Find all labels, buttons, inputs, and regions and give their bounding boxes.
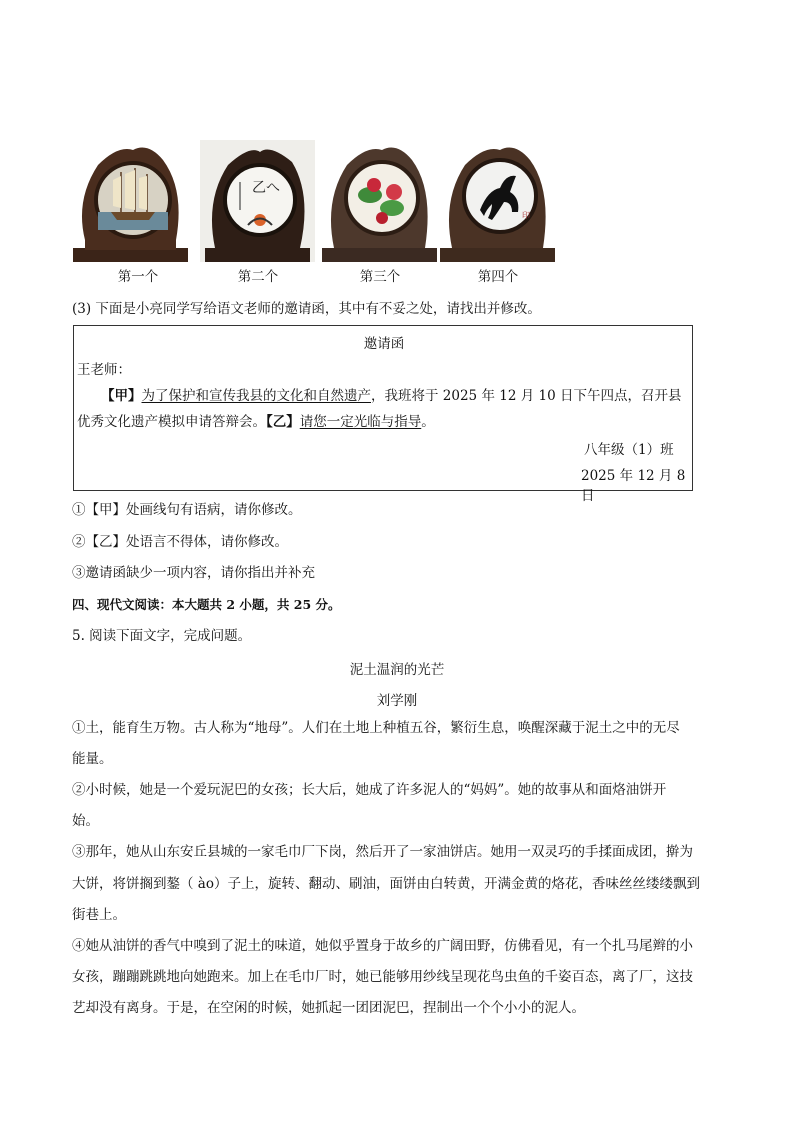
letter-salutation: 王老师：	[77, 362, 131, 378]
paragraph-3-line-1: ③那年，她从山东安丘县城的一家毛巾厂下岗，然后开了一家油饼店。她用一双灵巧的手揉面成团，擀为	[72, 844, 693, 860]
letter-date: 2025 年 12 月 8 日	[581, 468, 686, 504]
sub-question-3: ③邀请函缺少一项内容，请你指出并补充	[72, 565, 315, 581]
paragraph-1-line-2: 能量。	[72, 751, 113, 767]
marker-yi: 【乙】	[266, 414, 300, 430]
picture-caption-3: 第三个	[359, 269, 401, 285]
underlined-sentence-jia: 为了保护和宣传我县的文化和自然遗产	[141, 388, 371, 404]
svg-text:乙へ: 乙へ	[252, 180, 280, 196]
picture-caption-4: 第四个	[477, 269, 519, 285]
underlined-sentence-yi: 请您一定光临与指导	[299, 414, 422, 430]
svg-text:印: 印	[522, 211, 530, 220]
sub-question-1: ①【甲】处画线句有语病，请你修改。	[72, 502, 302, 518]
paragraph-4-line-2: 女孩，蹦蹦跳跳地向她跑来。加上在毛巾厂时，她已能够用纱线呈现花鸟虫鱼的千姿百态，离了厂，这技	[72, 969, 693, 985]
letter-body-line2-start: 优秀文化遗产模拟申请答辩会。	[77, 414, 266, 430]
letter-body-line-2	[77, 410, 435, 430]
picture-caption-1: 第一个	[117, 269, 159, 285]
paragraph-4-line-3: 艺却没有离身。于是，在空闲的时候，她抓起一团团泥巴，捏制出一个个小小的泥人。	[72, 1000, 585, 1016]
ship-painting-icon	[73, 140, 188, 262]
flower-painting-icon	[322, 140, 437, 262]
paragraph-4-line-1: ④她从油饼的香气中嗅到了泥土的味道，她似乎置身于故乡的广阔田野，仿佛看见，有一个扎马尾辫的小	[72, 938, 693, 954]
horse-painting-icon	[440, 140, 555, 262]
paragraph-3-line-2: 大饼，将饼搁到鏊（ ào）子上，旋转、翻动、刷油，面饼由白转黄，开满金黄的烙花，香味丝丝缕缕飘到	[72, 876, 700, 892]
section-4-heading: 四、现代文阅读：本大题共 2 小题，共 25 分。	[72, 597, 341, 612]
paragraph-1-line-1: ①土，能育生万物。古人称为“地母”。人们在土地上种植五谷，繁衍生息，唤醒深藏于泥土之中的无尽	[72, 720, 680, 736]
marker-jia: 【甲】	[101, 388, 142, 404]
question-5-prompt: 5. 阅读下面文字，完成问题。	[72, 628, 252, 644]
article-author: 刘学刚	[376, 693, 418, 709]
letter-signature: 八年级（1）班	[584, 442, 674, 458]
letter-body-rest: ，我班将于 2025 年 12 月 10 日下午四点，召开县	[371, 388, 682, 404]
calligraphy-painting-icon	[200, 140, 315, 262]
picture-caption-2: 第二个	[237, 269, 279, 285]
sub-question-2: ②【乙】处语言不得体，请你修改。	[72, 534, 288, 550]
letter-body-line-1	[101, 384, 681, 404]
letter-body-end: 。	[421, 414, 435, 430]
paragraph-2-line-2: 始。	[72, 813, 99, 829]
letter-title: 邀请函	[363, 336, 405, 352]
invitation-letter	[73, 325, 693, 504]
question-3-intro: (3) 下面是小亮同学写给语文老师的邀请函，其中有不妥之处，请找出并修改。	[72, 301, 541, 317]
article-title: 泥土温润的光芒	[349, 662, 445, 678]
paragraph-2-line-1: ②小时候，她是一个爱玩泥巴的女孩；长大后，她成了许多泥人的“妈妈”。她的故事从和面烙油饼开	[72, 782, 667, 798]
paragraph-3-line-3: 街巷上。	[72, 907, 126, 923]
